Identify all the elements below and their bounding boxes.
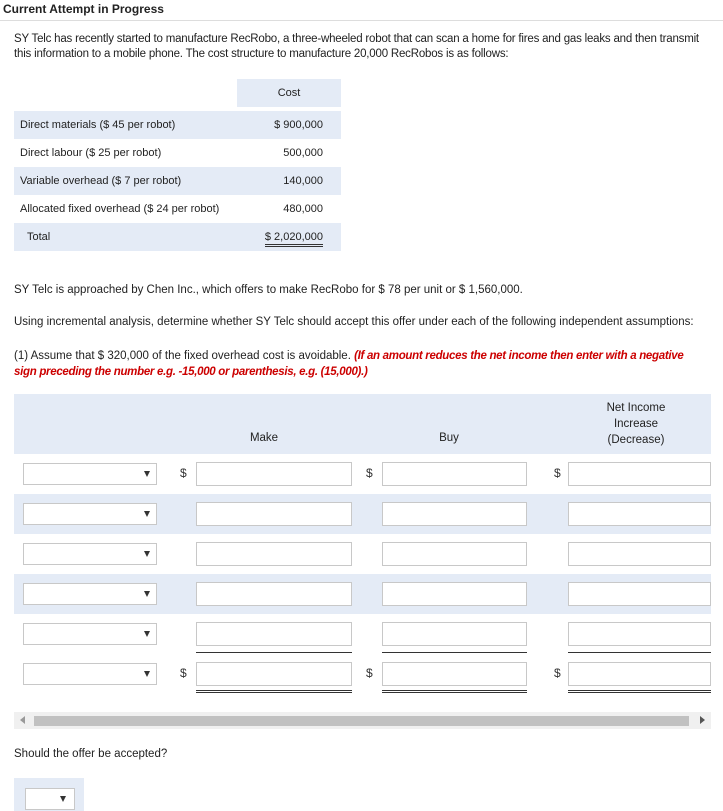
- buy-amount-input[interactable]: [382, 502, 527, 526]
- scroll-left-arrow-icon[interactable]: [20, 716, 25, 724]
- cost-row-value: 140,000: [237, 167, 341, 195]
- cost-row-label: Variable overhead ($ 7 per robot): [14, 167, 237, 195]
- total-double-rule: [196, 690, 352, 693]
- buy-amount-input[interactable]: [382, 542, 527, 566]
- subtotal-rule: [196, 652, 352, 653]
- part1-instruction: (If an amount reduces the net income then enter with a negative sign preceding the number e.g. -15,000 or parenthesis, e.g. (15,000).): [14, 350, 684, 378]
- currency-symbol: $: [180, 466, 187, 480]
- make-column-header: Make: [249, 432, 279, 444]
- chevron-down-icon: [144, 591, 150, 597]
- row-label-select[interactable]: [23, 623, 157, 645]
- instruction-paragraph: Using incremental analysis, determine whether SY Telc should accept this offer under each of the following independent assumptions:: [14, 316, 694, 328]
- incremental-analysis-grid: [14, 394, 711, 694]
- cost-row-value: $ 900,000: [237, 111, 341, 139]
- make-amount-input[interactable]: [196, 622, 352, 646]
- cost-row: [14, 167, 341, 195]
- cost-row-label: Direct labour ($ 25 per robot): [14, 139, 237, 167]
- analysis-row: [14, 534, 711, 574]
- cost-row: [14, 139, 341, 167]
- total-double-rule: [568, 690, 711, 693]
- buy-column-header: Buy: [439, 432, 459, 444]
- accept-offer-question: Should the offer be accepted?: [14, 748, 168, 760]
- part1-prompt: [14, 348, 704, 380]
- net-income-input[interactable]: [568, 622, 711, 646]
- scroll-right-arrow-icon[interactable]: [700, 716, 705, 724]
- analysis-row: [14, 454, 711, 494]
- cost-row-value: 500,000: [237, 139, 341, 167]
- cost-row-label: Direct materials ($ 45 per robot): [14, 111, 237, 139]
- make-amount-input[interactable]: [196, 582, 352, 606]
- row-label-select[interactable]: [23, 463, 157, 485]
- cost-total-row: [14, 223, 341, 251]
- net-income-column-header: Net Income Increase (Decrease): [606, 402, 666, 446]
- chevron-down-icon: [144, 671, 150, 677]
- part1-text: (1) Assume that $ 320,000 of the fixed overhead cost is avoidable.: [14, 350, 351, 362]
- cost-row-label: Allocated fixed overhead ($ 24 per robot): [14, 195, 237, 223]
- cost-total-label: Total: [14, 223, 237, 251]
- total-double-rule: [382, 690, 527, 693]
- analysis-row: [14, 574, 711, 614]
- make-amount-input[interactable]: [196, 502, 352, 526]
- currency-symbol: $: [554, 666, 561, 680]
- make-amount-input[interactable]: [196, 462, 352, 486]
- buy-total-input[interactable]: [382, 662, 527, 686]
- cost-table-header-row: [14, 79, 341, 107]
- cost-column-header: Cost: [237, 79, 341, 107]
- cost-row: [14, 111, 341, 139]
- net-income-input[interactable]: [568, 462, 711, 486]
- scrollbar-thumb[interactable]: [34, 716, 689, 726]
- analysis-total-row: [14, 654, 711, 694]
- chevron-down-icon: [144, 551, 150, 557]
- problem-intro: SY Telc has recently started to manufacture RecRobo, a three-wheeled robot that can scan a home for fires and gas leaks and then transmit this information to a mobile phone. The cost structure to manufacture 20,000 RecRobos is as follows:: [14, 33, 699, 60]
- currency-symbol: $: [366, 666, 373, 680]
- attempt-header: [0, 0, 723, 21]
- chevron-down-icon: [144, 471, 150, 477]
- subtotal-rule: [382, 652, 527, 653]
- row-label-select[interactable]: [23, 663, 157, 685]
- row-label-select[interactable]: [23, 583, 157, 605]
- currency-symbol: $: [554, 466, 561, 480]
- net-income-input[interactable]: [568, 542, 711, 566]
- buy-amount-input[interactable]: [382, 582, 527, 606]
- subtotal-rule: [568, 652, 711, 653]
- cost-row-value: 480,000: [237, 195, 341, 223]
- chevron-down-icon: [144, 631, 150, 637]
- analysis-row: [14, 494, 711, 534]
- accept-offer-select[interactable]: [25, 788, 75, 810]
- cost-structure-table: [14, 79, 341, 251]
- currency-symbol: $: [366, 466, 373, 480]
- analysis-row: [14, 614, 711, 654]
- make-total-input[interactable]: [196, 662, 352, 686]
- grid-header: [14, 394, 711, 454]
- buy-amount-input[interactable]: [382, 622, 527, 646]
- row-label-select[interactable]: [23, 503, 157, 525]
- net-income-input[interactable]: [568, 502, 711, 526]
- chevron-down-icon: [144, 511, 150, 517]
- chevron-down-icon: [60, 796, 66, 802]
- cost-total-value: $ 2,020,000: [265, 231, 323, 247]
- make-amount-input[interactable]: [196, 542, 352, 566]
- cost-row: [14, 195, 341, 223]
- net-income-input[interactable]: [568, 582, 711, 606]
- offer-paragraph: SY Telc is approached by Chen Inc., which offers to make RecRobo for $ 78 per unit or $ 1,560,000.: [14, 284, 523, 296]
- attempt-title: Current Attempt in Progress: [3, 2, 164, 16]
- answer-box: [14, 778, 84, 811]
- net-income-total-input[interactable]: [568, 662, 711, 686]
- row-label-select[interactable]: [23, 543, 157, 565]
- horizontal-scrollbar[interactable]: [14, 712, 711, 729]
- currency-symbol: $: [180, 666, 187, 680]
- buy-amount-input[interactable]: [382, 462, 527, 486]
